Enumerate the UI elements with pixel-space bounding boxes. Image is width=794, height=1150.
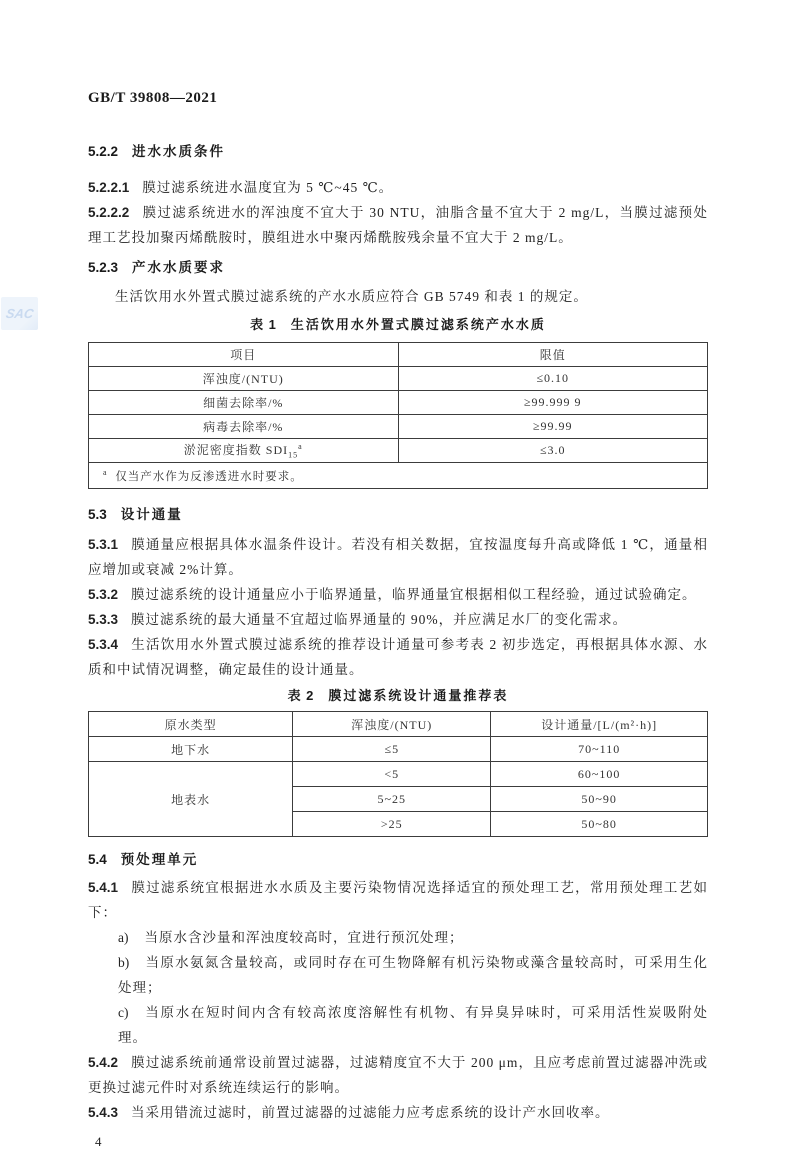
clause-heading-5-2-2: [88, 143, 708, 160]
table-cell: 70~110: [491, 737, 708, 762]
table-cell: 5~25: [293, 787, 491, 812]
clause-5-3-2: [88, 582, 708, 607]
table2-caption: [88, 687, 708, 705]
clause-5-3-3: [88, 607, 708, 632]
table-cell: ≥99.999 9: [398, 391, 708, 415]
clause-title: 产水水质要求: [132, 260, 226, 275]
clause-text: 当采用错流过滤时，前置过滤器的过滤能力应考虑系统的设计产水回收率。: [131, 1105, 610, 1120]
table-header-cell: 浑浊度/(NTU): [293, 712, 491, 737]
table-row: [89, 391, 708, 415]
footnote-text: 仅当产水作为反渗透进水时要求。: [115, 470, 303, 483]
table-cell: ≤0.10: [398, 367, 708, 391]
sdi-label: 淤泥密度指数 SDI: [183, 443, 289, 458]
table-header-cell: 原水类型: [89, 712, 293, 737]
list-item-b: [88, 950, 708, 1000]
list-text: 当原水含沙量和浑浊度较高时，宜进行预沉处理；: [144, 930, 464, 945]
clause-number: 5.3.4: [88, 637, 119, 652]
table-row: [89, 439, 708, 463]
table-header-row: [89, 712, 708, 737]
clause-title: 设计通量: [120, 507, 183, 522]
clause-text: 膜过滤系统进水的浑浊度不宜大于 30 NTU，油脂含量不宜大于 2 mg/L，当膜过滤预处理工艺投加聚丙烯酰胺时，膜组进水中聚丙烯酰胺残余量不宜大于 2 mg/L。: [88, 205, 708, 245]
clause-text: 膜过滤系统的最大通量不宜超过临界通量的 90%，并应满足水厂的变化需求。: [131, 612, 628, 627]
paragraph-5-2-3: 生活饮用水外置式膜过滤系统的产水水质应符合 GB 5749 和表 1 的规定。: [115, 289, 588, 304]
sdi-superscript: a: [298, 442, 303, 452]
page-content: [88, 0, 708, 1149]
list-marker: c): [118, 1005, 129, 1020]
table-cell: ≥99.99: [398, 415, 708, 439]
table-cell: ≤5: [293, 737, 491, 762]
table-footnote: [89, 463, 708, 489]
table-cell: 60~100: [491, 762, 708, 787]
sac-watermark-badge: [1, 297, 38, 330]
clause-number: 5.2.3: [88, 260, 119, 275]
table-cell: 50~90: [491, 787, 708, 812]
sac-logo-icon: SAC: [4, 306, 35, 321]
clause-5-3-4: [88, 632, 708, 682]
table-row: [89, 762, 708, 787]
list-marker: a): [118, 930, 129, 945]
clause-text: 膜通量应根据具体水温条件设计。若没有相关数据，宜按温度每升高或降低 1 ℃，通量相应增加或衰减 2%计算。: [88, 537, 708, 577]
table-caption-title: 生活饮用水外置式膜过滤系统产水水质: [290, 317, 546, 332]
clause-number: 5.2.2: [88, 144, 119, 159]
footnote-marker: a: [103, 467, 108, 477]
table-cell-sdi: [89, 439, 399, 463]
table-row: [89, 415, 708, 439]
list-text: 当原水在短时间内含有较高浓度溶解性有机物、有异臭异味时，可采用活性炭吸附处理。: [118, 1005, 708, 1045]
table-cell: 50~80: [491, 812, 708, 837]
list-text: 当原水氨氮含量较高，或同时存在可生物降解有机污染物或藻含量较高时，可采用生化处理；: [118, 955, 708, 995]
clause-number: 5.4.2: [88, 1055, 119, 1070]
table-caption-label: 表 1: [250, 317, 277, 332]
table-cell: 细菌去除率/%: [89, 391, 399, 415]
clause-number: 5.3.1: [88, 537, 119, 552]
clause-heading-5-2-3: [88, 259, 708, 276]
table-cell: 病毒去除率/%: [89, 415, 399, 439]
standard-number-header: GB/T 39808—2021: [88, 90, 218, 106]
clause-number: 5.3.3: [88, 612, 119, 627]
list-item-c: [88, 1000, 708, 1050]
list-marker: b): [118, 955, 130, 970]
clause-heading-5-3: [88, 506, 708, 523]
table-header-cell: 设计通量/[L/(m²·h)]: [491, 712, 708, 737]
clause-number: 5.4.1: [88, 880, 119, 895]
clause-text: 膜过滤系统的设计通量应小于临界通量，临界通量宜根据相似工程经验，通过试验确定。: [131, 587, 697, 602]
clause-title: 进水水质条件: [132, 144, 226, 159]
clause-number: 5.4.3: [88, 1105, 119, 1120]
table-header-cell: 限值: [398, 343, 708, 367]
clause-5-4-2: [88, 1050, 708, 1100]
table-caption-title: 膜过滤系统设计通量推荐表: [328, 688, 509, 703]
sdi-subscript: 15: [288, 450, 299, 460]
clause-5-4-3: [88, 1100, 708, 1125]
table-header-cell: 项目: [89, 343, 399, 367]
table-cell: <5: [293, 762, 491, 787]
table-cell-surface-water: 地表水: [89, 762, 293, 837]
table-row: [89, 367, 708, 391]
table1-caption: [88, 316, 708, 334]
table-caption-label: 表 2: [287, 688, 315, 703]
clause-heading-5-4: [88, 851, 708, 868]
clause-5-3-1: [88, 532, 708, 582]
table-header-row: [89, 343, 708, 367]
clause-text: 膜过滤系统宜根据进水水质及主要污染物情况选择适宜的预处理工艺，常用预处理工艺如下：: [88, 880, 708, 920]
table-cell: 浑浊度/(NTU): [89, 367, 399, 391]
clause-number: 5.3: [88, 507, 107, 522]
clause-number: 5.4: [88, 852, 107, 867]
clause-number: 5.2.2.1: [88, 180, 130, 195]
table-cell: 地下水: [89, 737, 293, 762]
clause-text: 膜过滤系统前通常设前置过滤器，过滤精度宜不大于 200 μm，且应考虑前置过滤器冲洗或更换过滤元件时对系统连续运行的影响。: [88, 1055, 708, 1095]
table-cell: >25: [293, 812, 491, 837]
clause-number: 5.2.2.2: [88, 205, 130, 220]
table-footnote-row: [89, 463, 708, 489]
page-number: 4: [95, 1134, 102, 1149]
clause-5-4-1: [88, 875, 708, 925]
clause-number: 5.3.2: [88, 587, 119, 602]
table-cell: ≤3.0: [398, 439, 708, 463]
clause-title: 预处理单元: [120, 852, 199, 867]
clause-5-2-2-1: [88, 175, 708, 200]
clause-text: 生活饮用水外置式膜过滤系统的推荐设计通量可参考表 2 初步选定，再根据具体水源、水质和中试情况调整，确定最佳的设计通量。: [88, 637, 708, 677]
list-item-a: [88, 925, 708, 950]
clause-text: 膜过滤系统进水温度宜为 5 ℃~45 ℃。: [142, 180, 394, 195]
table1-product-water-quality: [88, 342, 708, 489]
clause-5-2-2-2: [88, 200, 708, 250]
table2-design-flux: [88, 711, 708, 837]
table-row: [89, 737, 708, 762]
